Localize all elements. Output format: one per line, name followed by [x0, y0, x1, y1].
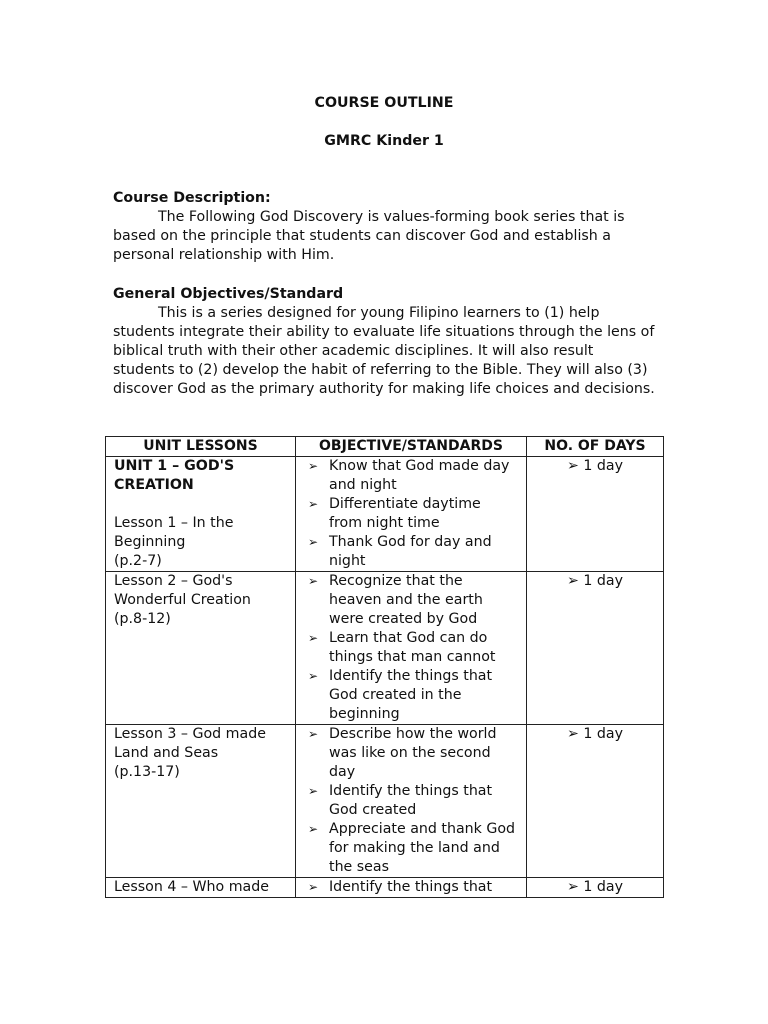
- general-objectives-section: [113, 285, 658, 399]
- days-value: 1 day: [583, 726, 624, 742]
- arrowhead-bullet-icon: ➢: [308, 880, 319, 894]
- course-description-text: The Following God Discovery is values-forming book series that is based on the principle that students can discover God and establish a personal relationship with Him.: [113, 209, 625, 263]
- column-header-unit-lessons: UNIT LESSONS: [106, 437, 296, 457]
- general-objectives-heading: General Objectives/Standard: [113, 286, 344, 302]
- arrowhead-bullet-icon: ➢: [308, 574, 319, 588]
- objective-item: ➢ Learn that God can do things that man cannot: [308, 630, 496, 665]
- arrowhead-bullet-icon: ➢: [566, 458, 584, 474]
- objectives-cell: [296, 725, 527, 878]
- unit-lesson-cell: [106, 878, 296, 898]
- course-name: GMRC Kinder 1: [324, 133, 444, 149]
- lesson-title: Lesson 4 – Who made: [114, 879, 269, 895]
- arrowhead-bullet-icon: ➢: [308, 727, 319, 741]
- table-header-row: [106, 437, 664, 457]
- objective-item: ➢ Identify the things that God created in the beginning: [308, 668, 493, 722]
- objectives-cell: [296, 572, 527, 725]
- lesson-title: Lesson 3 – God made Land and Seas: [114, 726, 266, 761]
- general-objectives-text: This is a series designed for young Filipino learners to (1) help students integrate their ability to evaluate life situations through the lens of biblical truth with their other academic disciplines. It will also result students to (2) develop the habit of referring to the Bible. They will also (3) discover God as the primary authority for making life choices and decisions.: [113, 305, 655, 397]
- objective-item: ➢ Describe how the world was like on the second day: [308, 726, 497, 780]
- arrowhead-bullet-icon: ➢: [308, 631, 319, 645]
- arrowhead-bullet-icon: ➢: [308, 497, 319, 511]
- unit-lesson-cell: [106, 457, 296, 572]
- table-row: [106, 572, 664, 725]
- course-description-section: [113, 189, 658, 265]
- table-row: [106, 457, 664, 572]
- objective-item: ➢ Identify the things that God created: [308, 783, 493, 818]
- document-title: COURSE OUTLINE: [314, 95, 454, 111]
- table-row: [106, 725, 664, 878]
- objective-item: ➢ Appreciate and thank God for making the land and the seas: [308, 821, 516, 875]
- objective-item: ➢ Recognize that the heaven and the earth were created by God: [308, 573, 483, 627]
- days-cell: [527, 725, 664, 878]
- days-cell: [527, 878, 664, 898]
- unit-lesson-cell: [106, 572, 296, 725]
- column-header-objectives: OBJECTIVE/STANDARDS: [296, 437, 527, 457]
- objective-item: ➢ Identify the things that: [308, 879, 493, 895]
- lesson-pages: (p.2-7): [114, 553, 162, 569]
- course-outline-table: [105, 436, 664, 898]
- arrowhead-bullet-icon: ➢: [308, 822, 319, 836]
- objective-item: ➢ Thank God for day and night: [308, 534, 492, 569]
- lesson-pages: (p.13-17): [114, 764, 180, 780]
- lesson-title: Lesson 2 – God's Wonderful Creation: [114, 573, 251, 608]
- arrowhead-bullet-icon: ➢: [308, 669, 319, 683]
- days-cell: [527, 457, 664, 572]
- column-header-days: NO. OF DAYS: [527, 437, 664, 457]
- arrowhead-bullet-icon: ➢: [308, 535, 319, 549]
- days-value: 1 day: [583, 879, 624, 895]
- table-row: [106, 878, 664, 898]
- objective-item: ➢ Differentiate daytime from night time: [308, 496, 481, 531]
- arrowhead-bullet-icon: ➢: [566, 726, 584, 742]
- unit-lesson-cell: [106, 725, 296, 878]
- arrowhead-bullet-icon: ➢: [308, 459, 319, 473]
- objective-item: ➢ Know that God made day and night: [308, 458, 510, 493]
- lesson-title: Lesson 1 – In the Beginning: [114, 515, 234, 550]
- arrowhead-bullet-icon: ➢: [566, 573, 584, 589]
- lesson-pages: (p.8-12): [114, 611, 171, 627]
- objectives-cell: [296, 878, 527, 898]
- objectives-cell: [296, 457, 527, 572]
- course-description-heading: Course Description:: [113, 190, 271, 206]
- days-value: 1 day: [583, 458, 624, 474]
- days-cell: [527, 572, 664, 725]
- unit-title: UNIT 1 – GOD'S CREATION: [114, 458, 235, 493]
- days-value: 1 day: [583, 573, 624, 589]
- arrowhead-bullet-icon: ➢: [308, 784, 319, 798]
- arrowhead-bullet-icon: ➢: [566, 879, 584, 895]
